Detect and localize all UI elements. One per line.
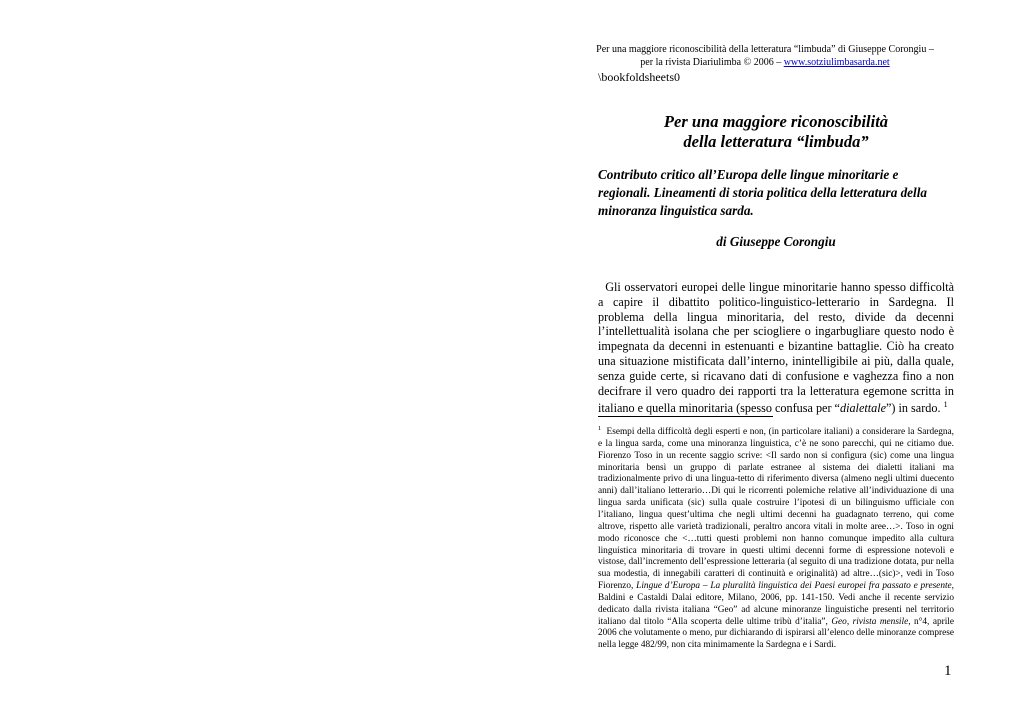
- footnote-number: 1: [598, 425, 602, 432]
- body-text-end: ”) in sardo.: [886, 401, 941, 416]
- bookfold-command: \bookfoldsheets0: [598, 70, 680, 84]
- title-line-1: Per una maggiore riconoscibilità: [663, 112, 889, 131]
- header-line-2: [570, 56, 960, 69]
- document-title: [598, 112, 954, 152]
- body-italic-term: dialettale: [839, 401, 887, 416]
- footnote-reference[interactable]: 1: [943, 400, 948, 410]
- footnote-text-1: Esempi della difficoltà degli esperti e non, (in particolare italiani) a considerare la Sardegna, e la lingua sarda, come una minoranza linguistica, c’è ne sono parecchi, qui ne citiamo due. Fiorenzo Toso in un recente saggio scrive: <Il sardo non si configura (sic) come una lingua minoritaria bensì un gruppo di parlate estranee al sistema dei dialetti italiani ma tradizionalmente privo di una lingua-tetto di riferimento diversa (almeno negli ultimi duecento anni) dall’italiano letterario…Di qui le ricorrenti polemiche relative all’individuazione di una lingua sarda unificata (sic) sulla quale costruire l’ipotesi di un bilinguismo ufficiale con l’italiano, lingua quest’ultima che negli ultimi decenni ha guadagnato terreno, qui come altrove, rispetto alle varietà tradizionali, peraltro ancora vitali in molte aree…>. Toso in ogni modo riconosce che <…tutti questi problemi non hanno comunque impedito alla cultura linguistica minoritaria di trovare in questi ultimi decenni forme di espressione notevoli e vistose, dall’incremento dell’espressione letteraria (al seguito di una tradizione dotata, pur nella sua modestia, di innegabili caratteri di continuità e originalità) ad altre…(sic)>, vedi in Toso Fiorenzo,: [598, 427, 954, 592]
- page-number: 1: [944, 663, 952, 679]
- title-line-2: della letteratura “limbuda”: [683, 132, 869, 151]
- footnote-divider: [598, 416, 773, 417]
- footnote-book-title: Lingue d’Europa – La pluralità linguistica dei Paesi europei fra passato e presente: [636, 581, 952, 592]
- footnote-magazine-title: Geo, rivista mensile: [831, 616, 909, 627]
- header-line-1: Per una maggiore riconoscibilità della letteratura “limbuda” di Giuseppe Corongiu –: [596, 44, 934, 55]
- running-header: [570, 43, 960, 69]
- footnote-text-2: , Baldini e Castaldi Dalai editore, Milano, 2006, pp. 141-150. Vedi anche il recente servizio dedicato dalla rivista italiana “Geo” ad alcune minoranze linguistiche presenti nel territorio italiano dal titolo “Alla scoperta delle ultime tribù d’italia”,: [598, 581, 954, 627]
- document-subtitle: Contributo critico all’Europa delle lingue minoritarie e regionali. Lineamenti di storia politica della letteratura della minoranza linguistica sarda.: [598, 167, 927, 218]
- footnote-text-3: , n°4, aprile 2006 che volutamente o meno, pur dichiarando di ispirarsi all’elenco delle minoranze comprese nella legge 482/99, non cita minimamente la Sardegna e i Sardi.: [598, 616, 954, 651]
- website-link[interactable]: www.sotziulimbasarda.net: [783, 57, 890, 68]
- body-paragraph: [598, 280, 954, 416]
- header-line-2-text: per la rivista Diariulimba © 2006 –: [640, 57, 784, 68]
- author-line: di Giuseppe Corongiu: [716, 234, 836, 249]
- footnote: [598, 423, 954, 652]
- body-text-start: Gli osservatori europei delle lingue minoritarie hanno spesso difficoltà a capire il dibattito politico-linguistico-letterario in Sardegna. Il problema della lingua minoritaria, del resto, divide da decenni l’intellettualità isolana che per sciogliere o ingarbugliare questo nodo è impegnata da decenni in estenuanti e bizantine battaglie. Ciò ha creato una situazione mistificata dall’interno, inintelligibile ai più, dalla quale, senza guide certe, si ricavano dati di confusione e vaghezza fino a non decifrare il vero quadro dei rapporti tra la letteratura egemone scritta in italiano e quella minoritaria (spesso confusa per “: [598, 280, 955, 416]
